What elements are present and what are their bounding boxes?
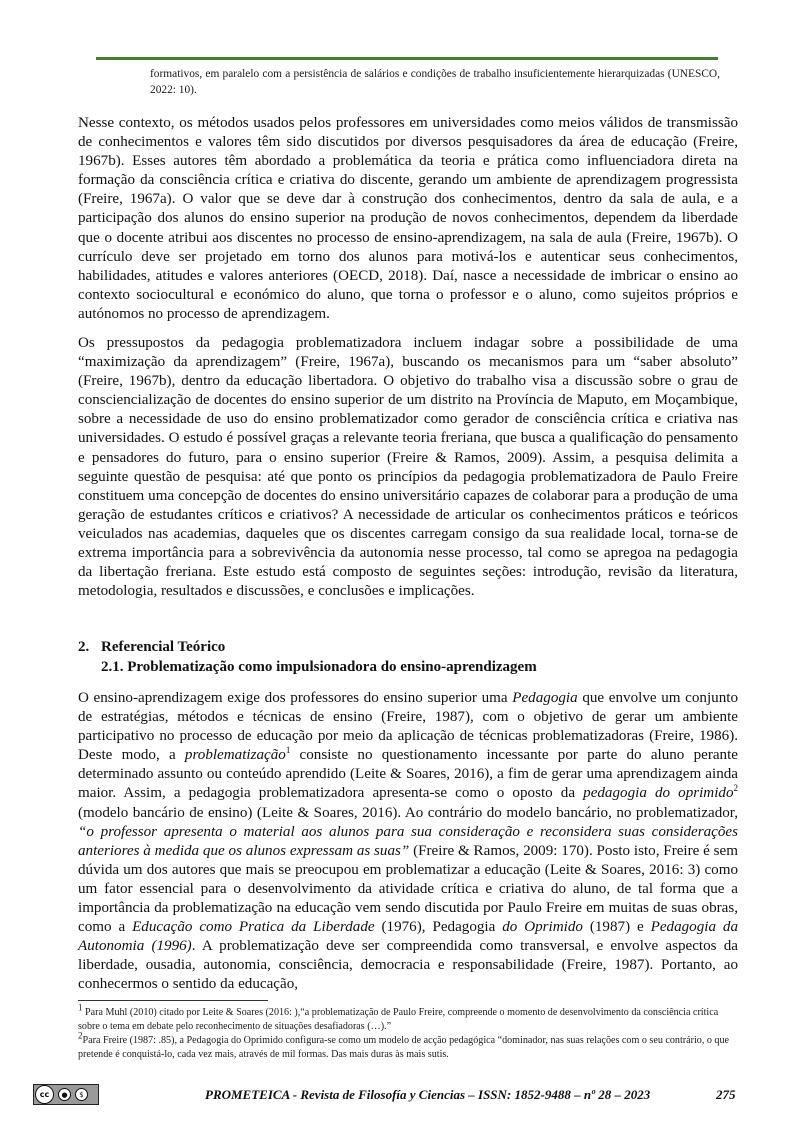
footnote-2: $^2$Para Freire (1987: .85), a Pedagogia do Oprimido configura-se como um modelo de acção pedagógica “dominador, nas suas relações com o seu contrário, o que pretende é conquistá-lo, cada vez mais, através de mil formas. Das mais duras às mais sutis. (78, 1031, 730, 1061)
subsection-heading: 2.1. Problematização como impulsionadora do ensino-aprendizagem (101, 659, 537, 675)
footnote-ref-2[interactable]: 2 (733, 783, 738, 794)
person-icon: ● (58, 1088, 71, 1101)
footnotes (78, 1002, 738, 1063)
creative-commons-by-nc-icon[interactable]: cc ● $ (33, 1084, 99, 1105)
block-quote-continuation: formativos, em paralelo com a persistência de salários e condições de trabalho insuficientemente hierarquizadas (UNESCO, 2022: 10). (150, 68, 720, 96)
section-number: 2. (78, 639, 90, 655)
paragraph-text: Os pressupostos da pedagogia problematizadora incluem indagar sobre a possibilidade de uma “maximização da aprendizagem” (Freire, 1967a), buscando os mecanismos para um “saber absoluto” (Freire, 1967b), dentro da educação libertadora. O objetivo do trabalho visa a discussão sobre o grau de consciencialização de docentes do ensino superior de um distrito na Província de Maputo, em Moçambique, sobre a necessidade de uso do ensino problematizador como gerador de consciência crítica e criativa nas universidades. O estudo é possível graças a relevante teoria freriana, que busca a qualificação do pensamento e pensadores do futuro, para o ensino superior (Freire & Ramos, 2009). Assim, a pesquisa delimita a seguinte questão de pesquisa: até que ponto os princípios da pedagogia problematizadora de Paulo Freire constituem uma concepção de docentes do ensino universitário capazes de colaborar para a produção de uma geração de estudantes críticos e criativos? A necessidade de articular os conhecimentos práticos e teóricos veiculados nas academias, daqueles que os discentes carregam consigo da sua realidade local, torna-se de extrema importância para a sobrevivência da autonomia nesse processo, tal como se apregoa na pedagogia da libertação freriana. Este estudo está composto de seguintes seções: introdução, revisão da literatura, metodologia, resultados e discussões, e conclusões e implicações. (78, 335, 738, 600)
footnote-divider (78, 1000, 268, 1001)
journal-citation: PROMETEICA - Revista de Filosofía y Ciencias – ISSN: 1852-9488 – nº 28 – 2023 (205, 1087, 651, 1102)
section-title: Referencial Teórico (101, 639, 226, 655)
paragraph-text: O ensino-aprendizagem exige dos professores do ensino superior uma Pedagogia que envolve um conjunto de estratégias, métodos e técnicas de ensino (Freire, 1987), com o objetivo de gerar um ambiente participativo no processo de educação por meio da aplicação de técnicas problematizadoras (Freire, 1986). Deste modo, a problematização$^1$ consiste no questionamento incessante por parte do aluno perante determinado assunto ou conteúdo aprendido (Leite & Soares, 2016), a fim de gerar uma aprendizagem ainda maior. Assim, a pedagogia problematizadora apresenta-se como o oposto da pedagogia do oprimido$^2$ (modelo bancário de ensino) (Leite & Soares, 2016). Ao contrário do modelo bancário, no problematizador, “o professor apresenta o material aos alunos para sua consideração e reconsidera suas considerações anteriores à medida que os alunos expressam as suas” (Freire & Ramos, 2009: 170). Posto isto, Freire é sem dúvida um dos autores que mais se preocupou em problematizar a educação (Leite & Soares, 2016: 3) como um fator essencial para o desenvolvimento da atividade crítica e criativa do aluno, de tal forma que a importância da problematização na educação vem sendo discutida por Paulo Freire em muitas de suas obras, como a Educação como Pratica da Liberdade (1976), Pedagogia do Oprimido (1987) e Pedagogia da Autonomia (1996). A problematização deve ser compreendida como transversal, e envolve aspectos da liberdade, ousadia, autonomia, consciência, democracia e responsabilidade (Freire, 1987). Portanto, ao conhecermos o sentido da educação, (78, 690, 739, 993)
paragraph-context (78, 114, 738, 324)
non-commercial-icon: $ (75, 1088, 88, 1101)
paragraph-problematization (78, 689, 738, 995)
footnote-1: $^1$ Para Muhl (2010) citado por Leite & Soares (2016: ),“a problematização de Paulo Freire, compreende o momento de desenvolvimento da consciência crítica sobre o tema em debate pelo reconhecimento de situações desafiadoras (…).” (78, 1002, 719, 1032)
paragraph-objectives (78, 334, 738, 601)
page-footer (0, 1084, 793, 1106)
section-heading (78, 638, 225, 657)
header-rule (96, 57, 718, 60)
page-number: 275 (716, 1087, 736, 1102)
footnote-ref-1[interactable]: 1 (285, 745, 291, 756)
paragraph-text: Nesse contexto, os métodos usados pelos professores em universidades como meios válidos de transmissão de conhecimentos e valores têm sido discutidos por diversos pesquisadores da área de educação (Freire, 1967b). Esses autores têm abordado a problemática da teoria e prática como influenciadora direta na formação da consciência crítica e criativa do discente, gerando um ambiente de aprendizagem progressista (Freire, 1967a). O valor que se deve dar à construção dos conhecimentos, dentro da sala de aula, e a participação dos alunos do ensino superior na produção de novos conhecimentos, dependem da liberdade que o docente atribui aos discentes no processo de ensino-aprendizagem, na sala de aula (Freire, 1967b). O currículo deve ser projetado em torno dos alunos para motivá-los e autenticar seus conhecimentos, habilidades, atitudes e valores anteriores (OECD, 2018). Daí, nasce a necessidade de imbricar o ensino ao contexto sociocultural e económico do aluno, que torna o professor e o aluno, como sujeitos próprios e autónomos no processo de aprendizagem. (78, 115, 738, 322)
